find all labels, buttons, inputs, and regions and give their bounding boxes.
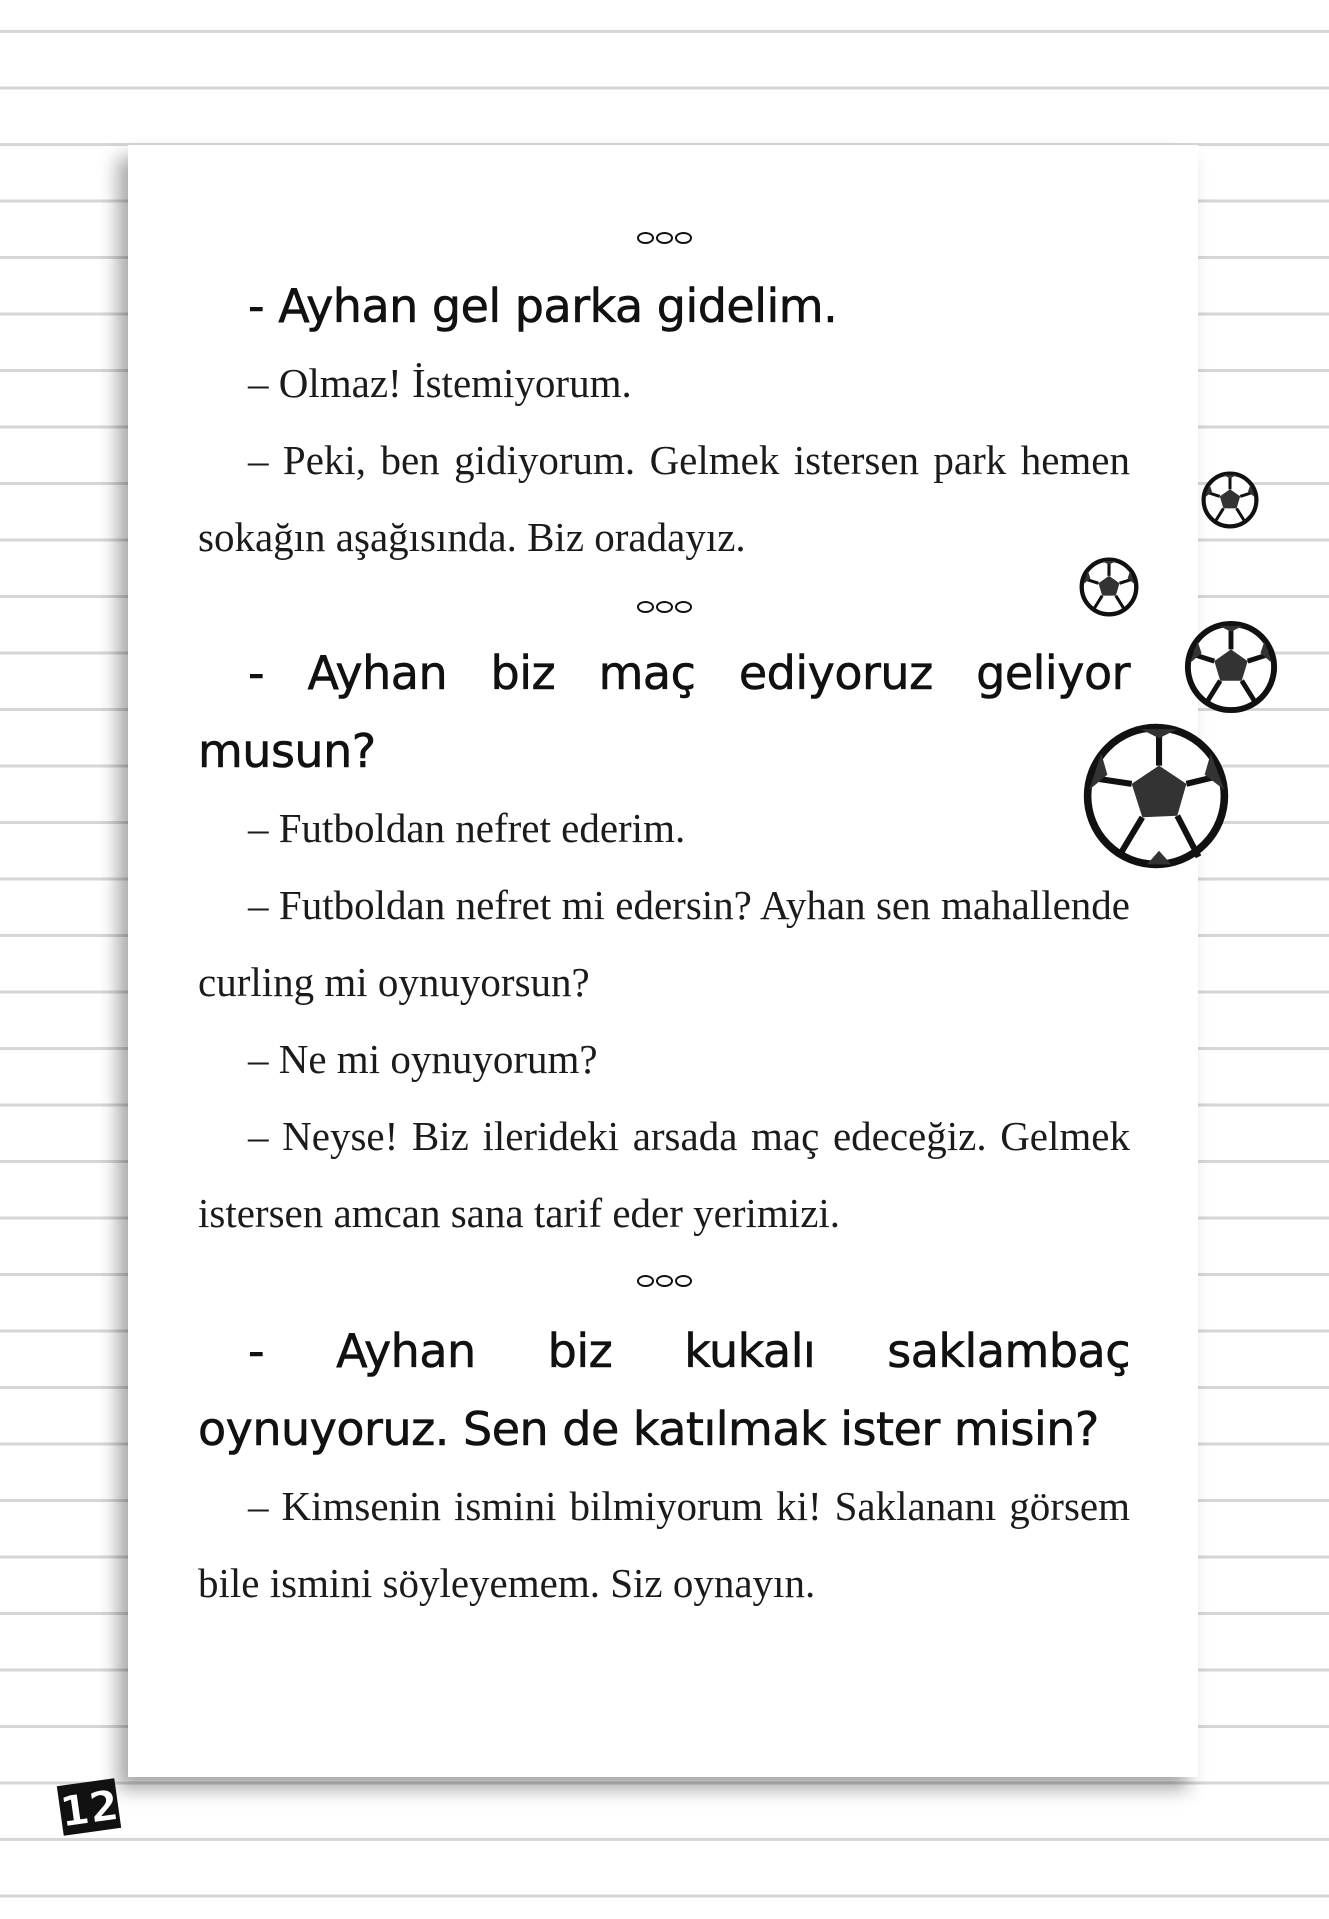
section-separator — [198, 586, 1130, 626]
oval-icon — [675, 232, 692, 244]
oval-icon — [637, 601, 654, 613]
section-title: - Ayhan biz kukalı saklambaç oynuyoruz. Sen de katılmak ister misin? — [198, 1324, 1130, 1456]
dialogue-line: – Peki, ben gidiyorum. Gelmek istersen park hemen sokağın aşağısında. Biz oradayız. — [198, 437, 1130, 560]
soccer-ball-icon — [1200, 470, 1260, 530]
dialogue-line: – Olmaz! İstemiyorum. — [248, 360, 632, 406]
page-number: 12 — [56, 1780, 122, 1837]
dialogue-line: – Ne mi oynuyorum? — [248, 1036, 598, 1082]
page-content — [198, 217, 1130, 1622]
section-separator — [198, 1260, 1130, 1300]
soccer-ball-icon — [1080, 720, 1232, 872]
oval-icon — [656, 1275, 673, 1287]
dialogue-line: – Futboldan nefret mi edersin? Ayhan sen mahallende curling mi oynuyorsun? — [198, 882, 1130, 1005]
oval-icon — [675, 1275, 692, 1287]
page-number-badge — [55, 1776, 124, 1838]
oval-icon — [637, 1275, 654, 1287]
section-title: - Ayhan gel parka gidelim. — [248, 279, 838, 333]
paper-sheet — [128, 145, 1198, 1777]
oval-icon — [656, 601, 673, 613]
dialogue-line: – Neyse! Biz ilerideki arsada maç edeceğiz. Gelmek istersen amcan sana tarif eder yerimizi. — [198, 1113, 1130, 1236]
oval-icon — [656, 232, 673, 244]
soccer-ball-icon — [1078, 556, 1140, 618]
page-number-graphic — [55, 1776, 124, 1838]
section-separator — [198, 217, 1130, 257]
section-title: - Ayhan biz maç ediyoruz geliyor musun? — [198, 646, 1130, 778]
oval-icon — [675, 601, 692, 613]
dialogue-line: – Futboldan nefret ederim. — [248, 805, 686, 851]
dialogue-line: – Kimsenin ismini bilmiyorum ki! Saklananı görsem bile ismini söyleyemem. Siz oynayın. — [198, 1483, 1130, 1606]
soccer-ball-icon — [1182, 618, 1280, 716]
oval-icon — [637, 232, 654, 244]
